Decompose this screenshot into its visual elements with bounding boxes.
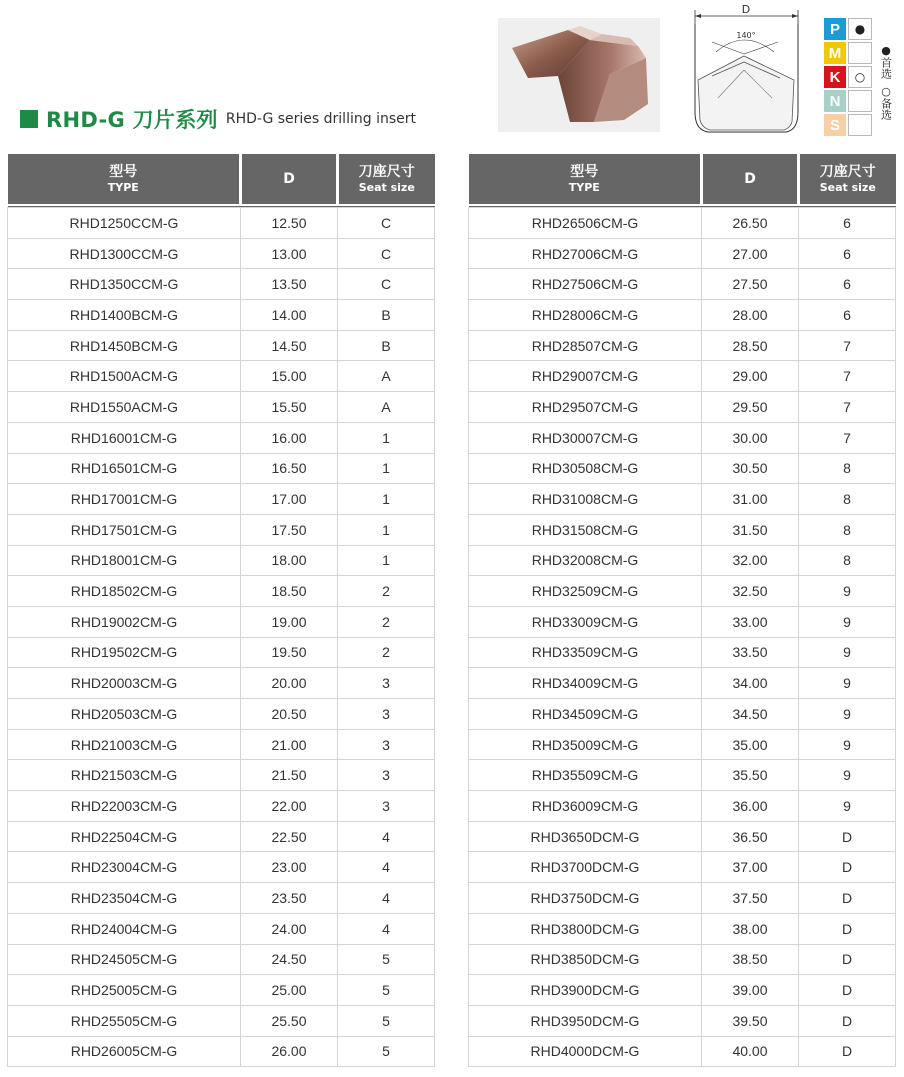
cell-seat-size: C xyxy=(338,269,435,300)
header-seat-en: Seat size xyxy=(819,180,876,194)
cell-seat-size: 8 xyxy=(799,453,896,484)
insert-photo xyxy=(498,18,660,132)
cell-d: 20.00 xyxy=(241,668,338,699)
cell-d: 26.50 xyxy=(702,208,799,239)
table-row xyxy=(469,576,896,607)
cell-type: RHD31008CM-G xyxy=(469,484,702,515)
iso-letter-m: M xyxy=(824,42,846,64)
iso-letter-n: N xyxy=(824,90,846,112)
cell-seat-size: D xyxy=(799,883,896,914)
cell-d: 31.00 xyxy=(702,484,799,515)
cell-type: RHD27006CM-G xyxy=(469,238,702,269)
cell-type: RHD18502CM-G xyxy=(8,576,241,607)
cell-d: 12.50 xyxy=(241,208,338,239)
cell-d: 30.00 xyxy=(702,422,799,453)
cell-type: RHD25505CM-G xyxy=(8,1005,241,1036)
cell-type: RHD29007CM-G xyxy=(469,361,702,392)
cell-seat-size: 4 xyxy=(338,852,435,883)
cell-type: RHD32509CM-G xyxy=(469,576,702,607)
section-title xyxy=(20,104,416,134)
cell-seat-size: 5 xyxy=(338,1036,435,1067)
table-row xyxy=(8,883,435,914)
cell-seat-size: 3 xyxy=(338,791,435,822)
cell-seat-size: D xyxy=(799,975,896,1006)
cell-type: RHD22504CM-G xyxy=(8,821,241,852)
insert-drawing xyxy=(688,2,804,134)
header-d-label: D xyxy=(744,170,756,187)
header-type-cn: 型号 xyxy=(109,163,138,180)
cell-type: RHD27506CM-G xyxy=(469,269,702,300)
cell-seat-size: 2 xyxy=(338,637,435,668)
header-d xyxy=(702,154,799,204)
table-row xyxy=(8,760,435,791)
cell-seat-size: D xyxy=(799,1036,896,1067)
cell-seat-size: 5 xyxy=(338,1005,435,1036)
cell-d: 36.00 xyxy=(702,791,799,822)
cell-type: RHD3850DCM-G xyxy=(469,944,702,975)
cell-d: 24.50 xyxy=(241,944,338,975)
cell-seat-size: 8 xyxy=(799,545,896,576)
table-row xyxy=(8,330,435,361)
table-row xyxy=(8,637,435,668)
cell-d: 13.00 xyxy=(241,238,338,269)
cell-type: RHD28507CM-G xyxy=(469,330,702,361)
cell-type: RHD19002CM-G xyxy=(8,606,241,637)
iso-letter-p: P xyxy=(824,18,846,40)
table-row xyxy=(8,300,435,331)
cell-d: 30.50 xyxy=(702,453,799,484)
table-row xyxy=(8,913,435,944)
iso-letter-k: K xyxy=(824,66,846,88)
cell-type: RHD16501CM-G xyxy=(8,453,241,484)
cell-d: 18.00 xyxy=(241,545,338,576)
table-row xyxy=(469,913,896,944)
cell-type: RHD1350CCM-G xyxy=(8,269,241,300)
cell-seat-size: 1 xyxy=(338,484,435,515)
iso-row-n xyxy=(824,90,872,113)
cell-seat-size: 9 xyxy=(799,606,896,637)
cell-d: 37.50 xyxy=(702,883,799,914)
cell-type: RHD18001CM-G xyxy=(8,545,241,576)
cell-d: 20.50 xyxy=(241,699,338,730)
cell-type: RHD33509CM-G xyxy=(469,637,702,668)
cell-d: 28.50 xyxy=(702,330,799,361)
cell-d: 13.50 xyxy=(241,269,338,300)
cell-seat-size: 4 xyxy=(338,913,435,944)
cell-seat-size: C xyxy=(338,238,435,269)
table-row xyxy=(8,1036,435,1067)
table-row xyxy=(469,760,896,791)
table-row xyxy=(469,300,896,331)
iso-row-m xyxy=(824,42,872,65)
table-row xyxy=(469,453,896,484)
iso-mark-n xyxy=(848,90,872,112)
cell-seat-size: A xyxy=(338,361,435,392)
cell-type: RHD1250CCM-G xyxy=(8,208,241,239)
alternative-symbol: ○ xyxy=(881,85,891,98)
cell-type: RHD3700DCM-G xyxy=(469,852,702,883)
cell-type: RHD17501CM-G xyxy=(8,514,241,545)
table-row xyxy=(8,975,435,1006)
cell-d: 23.50 xyxy=(241,883,338,914)
iso-mark-m xyxy=(848,42,872,64)
cell-seat-size: 9 xyxy=(799,668,896,699)
cell-seat-size: 6 xyxy=(799,300,896,331)
cell-d: 39.00 xyxy=(702,975,799,1006)
header-seat xyxy=(338,154,435,204)
cell-seat-size: 5 xyxy=(338,975,435,1006)
iso-mark-p: ● xyxy=(848,18,872,40)
cell-type: RHD1450BCM-G xyxy=(8,330,241,361)
cell-type: RHD3900DCM-G xyxy=(469,975,702,1006)
table-row xyxy=(469,821,896,852)
cell-seat-size: 7 xyxy=(799,422,896,453)
cell-d: 29.00 xyxy=(702,361,799,392)
table-row xyxy=(469,269,896,300)
cell-type: RHD33009CM-G xyxy=(469,606,702,637)
cell-type: RHD26005CM-G xyxy=(8,1036,241,1067)
cell-d: 19.00 xyxy=(241,606,338,637)
table-row xyxy=(8,576,435,607)
cell-type: RHD3800DCM-G xyxy=(469,913,702,944)
table-row xyxy=(8,699,435,730)
table-row xyxy=(8,422,435,453)
table-row xyxy=(469,975,896,1006)
table-row xyxy=(8,606,435,637)
cell-d: 22.00 xyxy=(241,791,338,822)
cell-type: RHD22003CM-G xyxy=(8,791,241,822)
cell-type: RHD21503CM-G xyxy=(8,760,241,791)
cell-d: 21.00 xyxy=(241,729,338,760)
cell-seat-size: D xyxy=(799,821,896,852)
cell-seat-size: 6 xyxy=(799,238,896,269)
table-row xyxy=(8,208,435,239)
cell-type: RHD24505CM-G xyxy=(8,944,241,975)
cell-seat-size: 6 xyxy=(799,269,896,300)
cell-type: RHD1550ACM-G xyxy=(8,392,241,423)
cell-seat-size: 8 xyxy=(799,514,896,545)
cell-d: 15.50 xyxy=(241,392,338,423)
cell-d: 14.00 xyxy=(241,300,338,331)
cell-type: RHD16001CM-G xyxy=(8,422,241,453)
header-seat xyxy=(799,154,896,204)
cell-seat-size: B xyxy=(338,300,435,331)
cell-d: 40.00 xyxy=(702,1036,799,1067)
cell-seat-size: 3 xyxy=(338,760,435,791)
cell-seat-size: 6 xyxy=(799,208,896,239)
table-row xyxy=(469,545,896,576)
table-row xyxy=(469,883,896,914)
iso-mark-s xyxy=(848,114,872,136)
table-row xyxy=(469,606,896,637)
cell-d: 33.00 xyxy=(702,606,799,637)
table-row xyxy=(469,361,896,392)
cell-type: RHD1500ACM-G xyxy=(8,361,241,392)
cell-d: 25.50 xyxy=(241,1005,338,1036)
cell-type: RHD34009CM-G xyxy=(469,668,702,699)
cell-type: RHD30508CM-G xyxy=(469,453,702,484)
cell-d: 16.00 xyxy=(241,422,338,453)
cell-type: RHD32008CM-G xyxy=(469,545,702,576)
table-row xyxy=(8,269,435,300)
cell-seat-size: 4 xyxy=(338,821,435,852)
cell-type: RHD29507CM-G xyxy=(469,392,702,423)
table-row xyxy=(469,238,896,269)
cell-seat-size: D xyxy=(799,944,896,975)
cell-d: 35.50 xyxy=(702,760,799,791)
cell-type: RHD23004CM-G xyxy=(8,852,241,883)
cell-seat-size: 9 xyxy=(799,760,896,791)
table-row xyxy=(469,944,896,975)
preferred-label: 首选 xyxy=(879,57,893,79)
cell-d: 27.00 xyxy=(702,238,799,269)
table-row xyxy=(469,729,896,760)
header-seat-cn: 刀座尺寸 xyxy=(819,163,876,180)
drawing-angle-label: 140° xyxy=(736,31,756,40)
cell-d: 36.50 xyxy=(702,821,799,852)
cell-type: RHD31508CM-G xyxy=(469,514,702,545)
cell-seat-size: C xyxy=(338,208,435,239)
cell-type: RHD20503CM-G xyxy=(8,699,241,730)
iso-row-s xyxy=(824,114,872,137)
cell-seat-size: 9 xyxy=(799,791,896,822)
cell-d: 14.50 xyxy=(241,330,338,361)
cell-type: RHD19502CM-G xyxy=(8,637,241,668)
cell-d: 23.00 xyxy=(241,852,338,883)
cell-seat-size: 3 xyxy=(338,668,435,699)
cell-d: 29.50 xyxy=(702,392,799,423)
table-row xyxy=(469,791,896,822)
table-row xyxy=(8,238,435,269)
cell-d: 31.50 xyxy=(702,514,799,545)
cell-seat-size: 1 xyxy=(338,545,435,576)
table-row xyxy=(469,699,896,730)
table-row xyxy=(469,422,896,453)
drawing-dimension-label: D xyxy=(741,3,751,16)
cell-d: 39.50 xyxy=(702,1005,799,1036)
table-row xyxy=(8,484,435,515)
cell-seat-size: 3 xyxy=(338,699,435,730)
cell-seat-size: 4 xyxy=(338,883,435,914)
cell-d: 24.00 xyxy=(241,913,338,944)
table-row xyxy=(8,392,435,423)
cell-d: 34.50 xyxy=(702,699,799,730)
cell-d: 17.50 xyxy=(241,514,338,545)
cell-seat-size: 7 xyxy=(799,392,896,423)
table-row xyxy=(8,944,435,975)
cell-type: RHD20003CM-G xyxy=(8,668,241,699)
table-row xyxy=(8,453,435,484)
spec-table-left xyxy=(7,154,435,1067)
cell-seat-size: 1 xyxy=(338,422,435,453)
header-d xyxy=(241,154,338,204)
cell-d: 27.50 xyxy=(702,269,799,300)
cell-seat-size: D xyxy=(799,1005,896,1036)
cell-type: RHD36009CM-G xyxy=(469,791,702,822)
table-row xyxy=(8,1005,435,1036)
header-type-cn: 型号 xyxy=(570,163,599,180)
cell-type: RHD25005CM-G xyxy=(8,975,241,1006)
cell-seat-size: 1 xyxy=(338,514,435,545)
cell-seat-size: 8 xyxy=(799,484,896,515)
cell-seat-size: 2 xyxy=(338,606,435,637)
cell-type: RHD1300CCM-G xyxy=(8,238,241,269)
cell-type: RHD24004CM-G xyxy=(8,913,241,944)
spec-table-right xyxy=(468,154,896,1067)
table-row xyxy=(8,791,435,822)
alternative-label: 备选 xyxy=(879,98,893,120)
cell-type: RHD21003CM-G xyxy=(8,729,241,760)
cell-d: 25.00 xyxy=(241,975,338,1006)
cell-d: 17.00 xyxy=(241,484,338,515)
cell-type: RHD1400BCM-G xyxy=(8,300,241,331)
iso-row-k xyxy=(824,66,872,89)
header-type-en: TYPE xyxy=(107,180,139,194)
cell-type: RHD4000DCM-G xyxy=(469,1036,702,1067)
cell-seat-size: 1 xyxy=(338,453,435,484)
table-row xyxy=(469,484,896,515)
cell-d: 34.00 xyxy=(702,668,799,699)
cell-d: 38.00 xyxy=(702,913,799,944)
cell-seat-size: 5 xyxy=(338,944,435,975)
cell-type: RHD35009CM-G xyxy=(469,729,702,760)
cell-seat-size: 9 xyxy=(799,729,896,760)
header-seat-cn: 刀座尺寸 xyxy=(358,163,415,180)
cell-d: 16.50 xyxy=(241,453,338,484)
cell-type: RHD28006CM-G xyxy=(469,300,702,331)
cell-seat-size: A xyxy=(338,392,435,423)
iso-material-groups xyxy=(824,18,872,138)
iso-row-p xyxy=(824,18,872,41)
cell-type: RHD23504CM-G xyxy=(8,883,241,914)
table-row xyxy=(8,545,435,576)
header-type xyxy=(469,154,702,204)
cell-seat-size: 9 xyxy=(799,699,896,730)
table-row xyxy=(469,668,896,699)
cell-seat-size: B xyxy=(338,330,435,361)
table-row xyxy=(8,361,435,392)
cell-type: RHD34509CM-G xyxy=(469,699,702,730)
cell-d: 32.00 xyxy=(702,545,799,576)
cell-seat-size: 2 xyxy=(338,576,435,607)
cell-type: RHD17001CM-G xyxy=(8,484,241,515)
cell-seat-size: 7 xyxy=(799,361,896,392)
cell-d: 37.00 xyxy=(702,852,799,883)
table-row xyxy=(469,392,896,423)
cell-type: RHD3750DCM-G xyxy=(469,883,702,914)
cell-type: RHD26506CM-G xyxy=(469,208,702,239)
table-row xyxy=(469,1005,896,1036)
cell-type: RHD3950DCM-G xyxy=(469,1005,702,1036)
header-d-label: D xyxy=(283,170,295,187)
title-square-icon xyxy=(20,110,38,128)
cell-seat-size: 9 xyxy=(799,576,896,607)
table-row xyxy=(8,668,435,699)
table-row xyxy=(469,514,896,545)
title-main: RHD-G 刀片系列 xyxy=(46,108,218,132)
cell-type: RHD35509CM-G xyxy=(469,760,702,791)
table-row xyxy=(8,852,435,883)
header-type-en: TYPE xyxy=(568,180,600,194)
cell-type: RHD3650DCM-G xyxy=(469,821,702,852)
iso-mark-k: ○ xyxy=(848,66,872,88)
cell-d: 33.50 xyxy=(702,637,799,668)
header-seat-en: Seat size xyxy=(358,180,415,194)
table-row xyxy=(469,1036,896,1067)
cell-d: 19.50 xyxy=(241,637,338,668)
iso-legend xyxy=(876,44,896,120)
table-row xyxy=(8,821,435,852)
cell-d: 21.50 xyxy=(241,760,338,791)
cell-d: 22.50 xyxy=(241,821,338,852)
table-row xyxy=(469,852,896,883)
cell-seat-size: D xyxy=(799,852,896,883)
table-row xyxy=(8,514,435,545)
table-row xyxy=(8,729,435,760)
cell-d: 35.00 xyxy=(702,729,799,760)
cell-seat-size: 9 xyxy=(799,637,896,668)
cell-seat-size: 7 xyxy=(799,330,896,361)
cell-d: 38.50 xyxy=(702,944,799,975)
title-sub: RHD-G series drilling insert xyxy=(225,111,416,127)
table-row xyxy=(469,637,896,668)
table-row xyxy=(469,330,896,361)
cell-type: RHD30007CM-G xyxy=(469,422,702,453)
table-row xyxy=(469,208,896,239)
cell-seat-size: D xyxy=(799,913,896,944)
header-type xyxy=(8,154,241,204)
iso-letter-s: S xyxy=(824,114,846,136)
cell-d: 15.00 xyxy=(241,361,338,392)
preferred-symbol: ● xyxy=(881,44,891,57)
cell-d: 18.50 xyxy=(241,576,338,607)
cell-seat-size: 3 xyxy=(338,729,435,760)
cell-d: 28.00 xyxy=(702,300,799,331)
cell-d: 32.50 xyxy=(702,576,799,607)
cell-d: 26.00 xyxy=(241,1036,338,1067)
